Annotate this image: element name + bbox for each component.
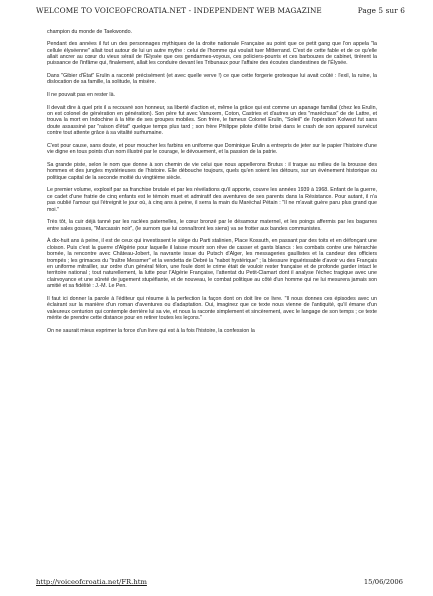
paragraph: Très tôt, la cuir déjà tanné par les raclées paternelles, le cœur bronzé par le désamour maternel, et les poings affermis par les bagarres entre sales gosses, "Marcassin noir", (le surnom que lui connaîtront les siens) va se frotter aux bandes communistes.	[47, 219, 377, 232]
print-date: 15/06/2006	[363, 578, 403, 586]
page-url-link[interactable]: http://voiceofcroatia.net/FR.htm	[36, 578, 147, 586]
paragraph: C'est pour cause, sans doute, et pour moucher les farbins en uniforme que Dominique Erulin a entrepris de jeter sur le papier l'histoire d'une vie digne en tous points d'un nom illustré par le courage, le dévouement, et la passion de la patrie.	[47, 142, 377, 156]
paragraph: Pendant des années il fut un des personnages mythiques de la droite nationale Française au point que ce petit gang que l'on appela "la cellule élyséenne" allait tout autour de lui un autre mythe : celui de l'homme qui voulait tuer Mitterrand. C'est de cette fable et de ce qu'elle allait ancrer au cœur du vieux sérail de l'Élysée que ces gendarmes-voyous, ces policiers-pourris et ces barbouzes de cabinet, tirèrent la puissance de l'infâme qui, finalement, allait les conduire devant les Tribunaux pour l'affaire des écoutes clandestines de l'Élysée.	[47, 41, 377, 67]
paragraph: Il devait dire à quel prix il a recouvré son honneur, sa liberté d'action et, même la grâce qui est comme un apanage familial (chez les Erulin, on est colonel de génération en génération). Son père fut avec Vanuxem, Coton, Castries et d'autres un des "maréchaux" de de Lattre, et trouva la mort en Indochine à la tête de ses groupes mobiles. Son frère, le fameux Colonel Erulin, "Soleil" de l'opération Kolwezi fut sans doute assassiné par "raison d'état" quelque temps plus tard ; son frère Philippe pilote d'élite brisé dans le crash de son appareil survécut contre tout attente grâce à sa vitalité surhumaine.	[47, 104, 377, 137]
paragraph: Il faut ici donner la parole à l'éditeur qui résume à la perfection la façon dont on doit lire ce livre. "Il nous donnes ces épisodes avec un éclairant sur la manière d'un roman d'aventures ou d'adaptation. Oui, imaginez que ce texte nous vienne de l'antiquité, qu'il émane d'un valeureux centurion qui contemple derrière lui sa vie, et nous la raconte simplement et sincèrement, avec le langage de son temps ; ce texte mérite de prendre cette distance pour en retirer toutes les leçons."	[47, 295, 377, 322]
paragraph: Il ne pouvait pas en rester là.	[47, 91, 116, 98]
paragraph: Dans "Gibier d'État" Erulin a raconté précisément (et avec quelle verve !) ce que cette forgerie grotesque lui avait coûté : l'exil, la ruine, la dislocation de sa famille, la solitude, la misère.	[47, 72, 377, 86]
paragraph: Sa grande piste, selon le nom que donne à son chemin de vie celui que nous appellerons Brutus : il traque au milieu de la brousse des hommes et des jungles mystérieuses de l'histoire. Elle débouche toujours, quels qu'en soient les détours, sur un événement historique ou politique capital de la seconde moitié du vingtième siècle.	[47, 161, 377, 181]
paragraph: champion du monde de Taekwondo.	[47, 29, 133, 35]
paragraph: À dix-huit ans à peine, il est de ceux qui investissent le siège du Parti stalinien, Place Kossuth, en passant par des toits et en défonçant une cloison. Puis c'est la guerre d'Algérie pour laquelle il laisse mourir son rêve de casser et gants blancs : les combats contre une hiérarchie bornée, la rencontre avec Château-Jobert, la navrante issue du Putsch d'Alger, les messageries gaullistes et la candeur des officiers trompés ; les grimaces du "traître Messmer" et la vendetta de Debré la "nabot hystérique" ; la blessure inguérissable d'avoir vu des Français en uniforme mitrailler, sur ordre d'un général félon, une foule dont le crime était de vouloir rester française et de profonde garder intact le territoire national ; tout naturellement, la lutte pour l'Algérie Française, l'attentat du Petit-Clamart dont il analyse l'échec tragique avec une clairvoyance et une sûreté de jugement stupéfiante, et de nouveau, le combat politique au côté d'un homme qui ne lui mesurera jamais son amitié et sa fidélité : J.-M. Le Pen.	[47, 238, 377, 290]
site-title: WELCOME TO VOICEOFCROATIA.NET - INDEPENDENT WEB MAGAZINE	[36, 6, 322, 15]
paragraph: Le premier volume, explosif par sa franchise brutale et par les révélations qu'il apporte, couvre les années 1939 à 1968. Enfant de la guerre, ce cadet d'une fratrie de cinq enfants est le témoin muet et admiratif des aventures de ses parents dans la Résistance. Pour autant, il n'a pas oublié l'amour qui l'étreignit le jour où, à cinq ans à peine, il serra la main du Maréchal Pétain : "Il ne m'avait guère paru plus grand que moi."	[47, 187, 377, 213]
article-body	[47, 29, 377, 579]
page-number: Page 5 sur 6	[357, 6, 405, 15]
paragraph: On ne saurait mieux exprimer la force d'un livre qui est à la fois l'histoire, la confession la	[47, 327, 255, 334]
print-header	[36, 6, 405, 15]
print-footer	[36, 578, 403, 586]
